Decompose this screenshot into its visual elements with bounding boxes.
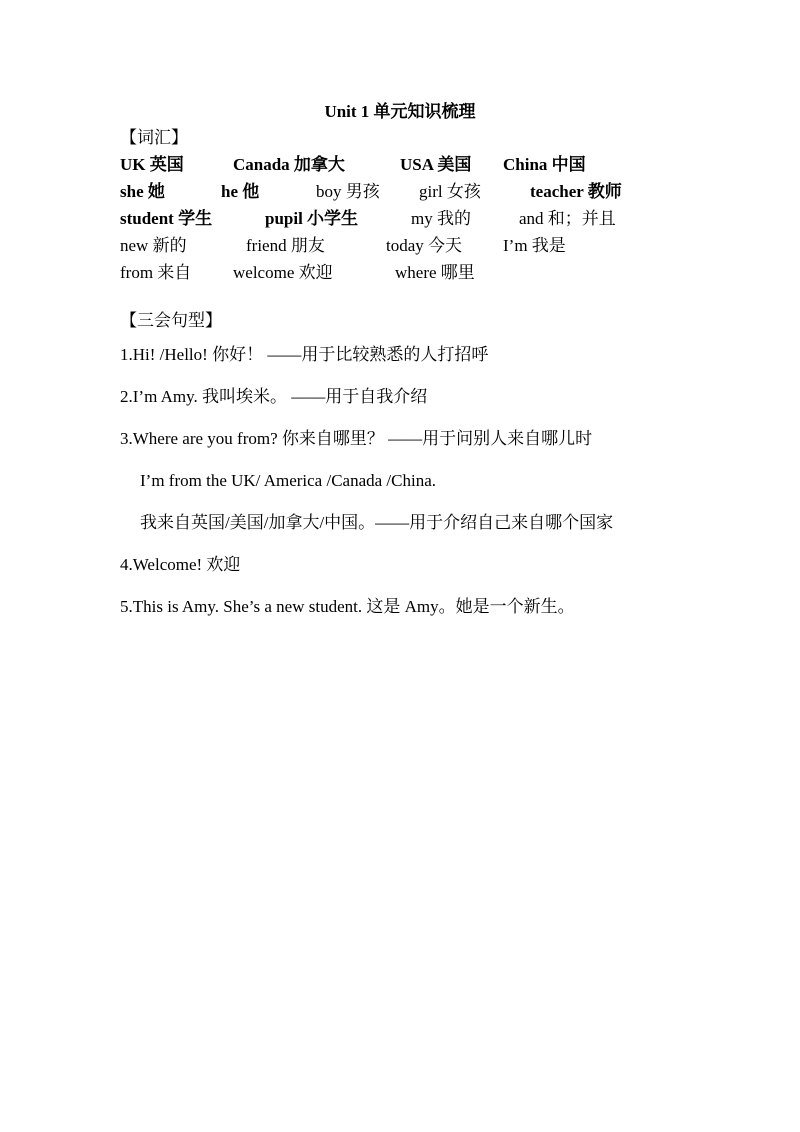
sentences-heading: 【三会句型】 [120, 311, 222, 330]
vocab-item: boy 男孩 [316, 182, 380, 201]
vocab-row [120, 207, 720, 231]
sentence-item: 1.Hi! /Hello! 你好！ ——用于比较熟悉的人打招呼 [120, 345, 489, 364]
vocab-item: student 学生 [120, 209, 213, 228]
vocab-item: USA 美国 [400, 155, 472, 174]
sentence-item: 3.Where are you from? 你来自哪里？ ——用于问别人来自哪儿时 [120, 429, 593, 448]
vocab-item: teacher 教师 [530, 182, 622, 201]
vocab-heading: 【词汇】 [120, 128, 188, 147]
sentence-item: 4.Welcome! 欢迎 [120, 555, 241, 574]
vocab-item: new 新的 [120, 236, 187, 255]
vocab-item: today 今天 [386, 236, 463, 255]
vocab-item: welcome 欢迎 [233, 263, 333, 282]
vocab-item: girl 女孩 [419, 182, 481, 201]
sentence-item: 5.This is Amy. She’s a new student. 这是 Amy。她是一个新生。 [120, 597, 575, 616]
vocab-item: UK 英国 [120, 155, 184, 174]
page-title: Unit 1 单元知识梳理 [324, 102, 476, 121]
vocab-item: I’m 我是 [503, 236, 566, 255]
vocab-item: my 我的 [411, 209, 471, 228]
vocab-item: China 中国 [503, 155, 586, 174]
vocab-item: he 他 [221, 182, 260, 201]
vocab-item: from 来自 [120, 263, 192, 282]
vocab-row [120, 234, 720, 258]
sentence-item: 我来自英国/美国/加拿大/中国。——用于介绍自己来自哪个国家 [140, 513, 614, 532]
sentence-item: 2.I’m Amy. 我叫埃米。 ——用于自我介绍 [120, 387, 428, 406]
vocab-row [120, 153, 720, 177]
vocab-row [120, 261, 720, 285]
vocab-item: she 她 [120, 182, 165, 201]
sentence-item: I’m from the UK/ America /Canada /China. [140, 471, 436, 490]
vocab-row [120, 180, 720, 204]
vocab-item: where 哪里 [395, 263, 475, 282]
vocab-item: and 和；并且 [519, 209, 616, 228]
vocab-item: Canada 加拿大 [233, 155, 345, 174]
vocab-item: pupil 小学生 [265, 209, 359, 228]
vocab-item: friend 朋友 [246, 236, 325, 255]
